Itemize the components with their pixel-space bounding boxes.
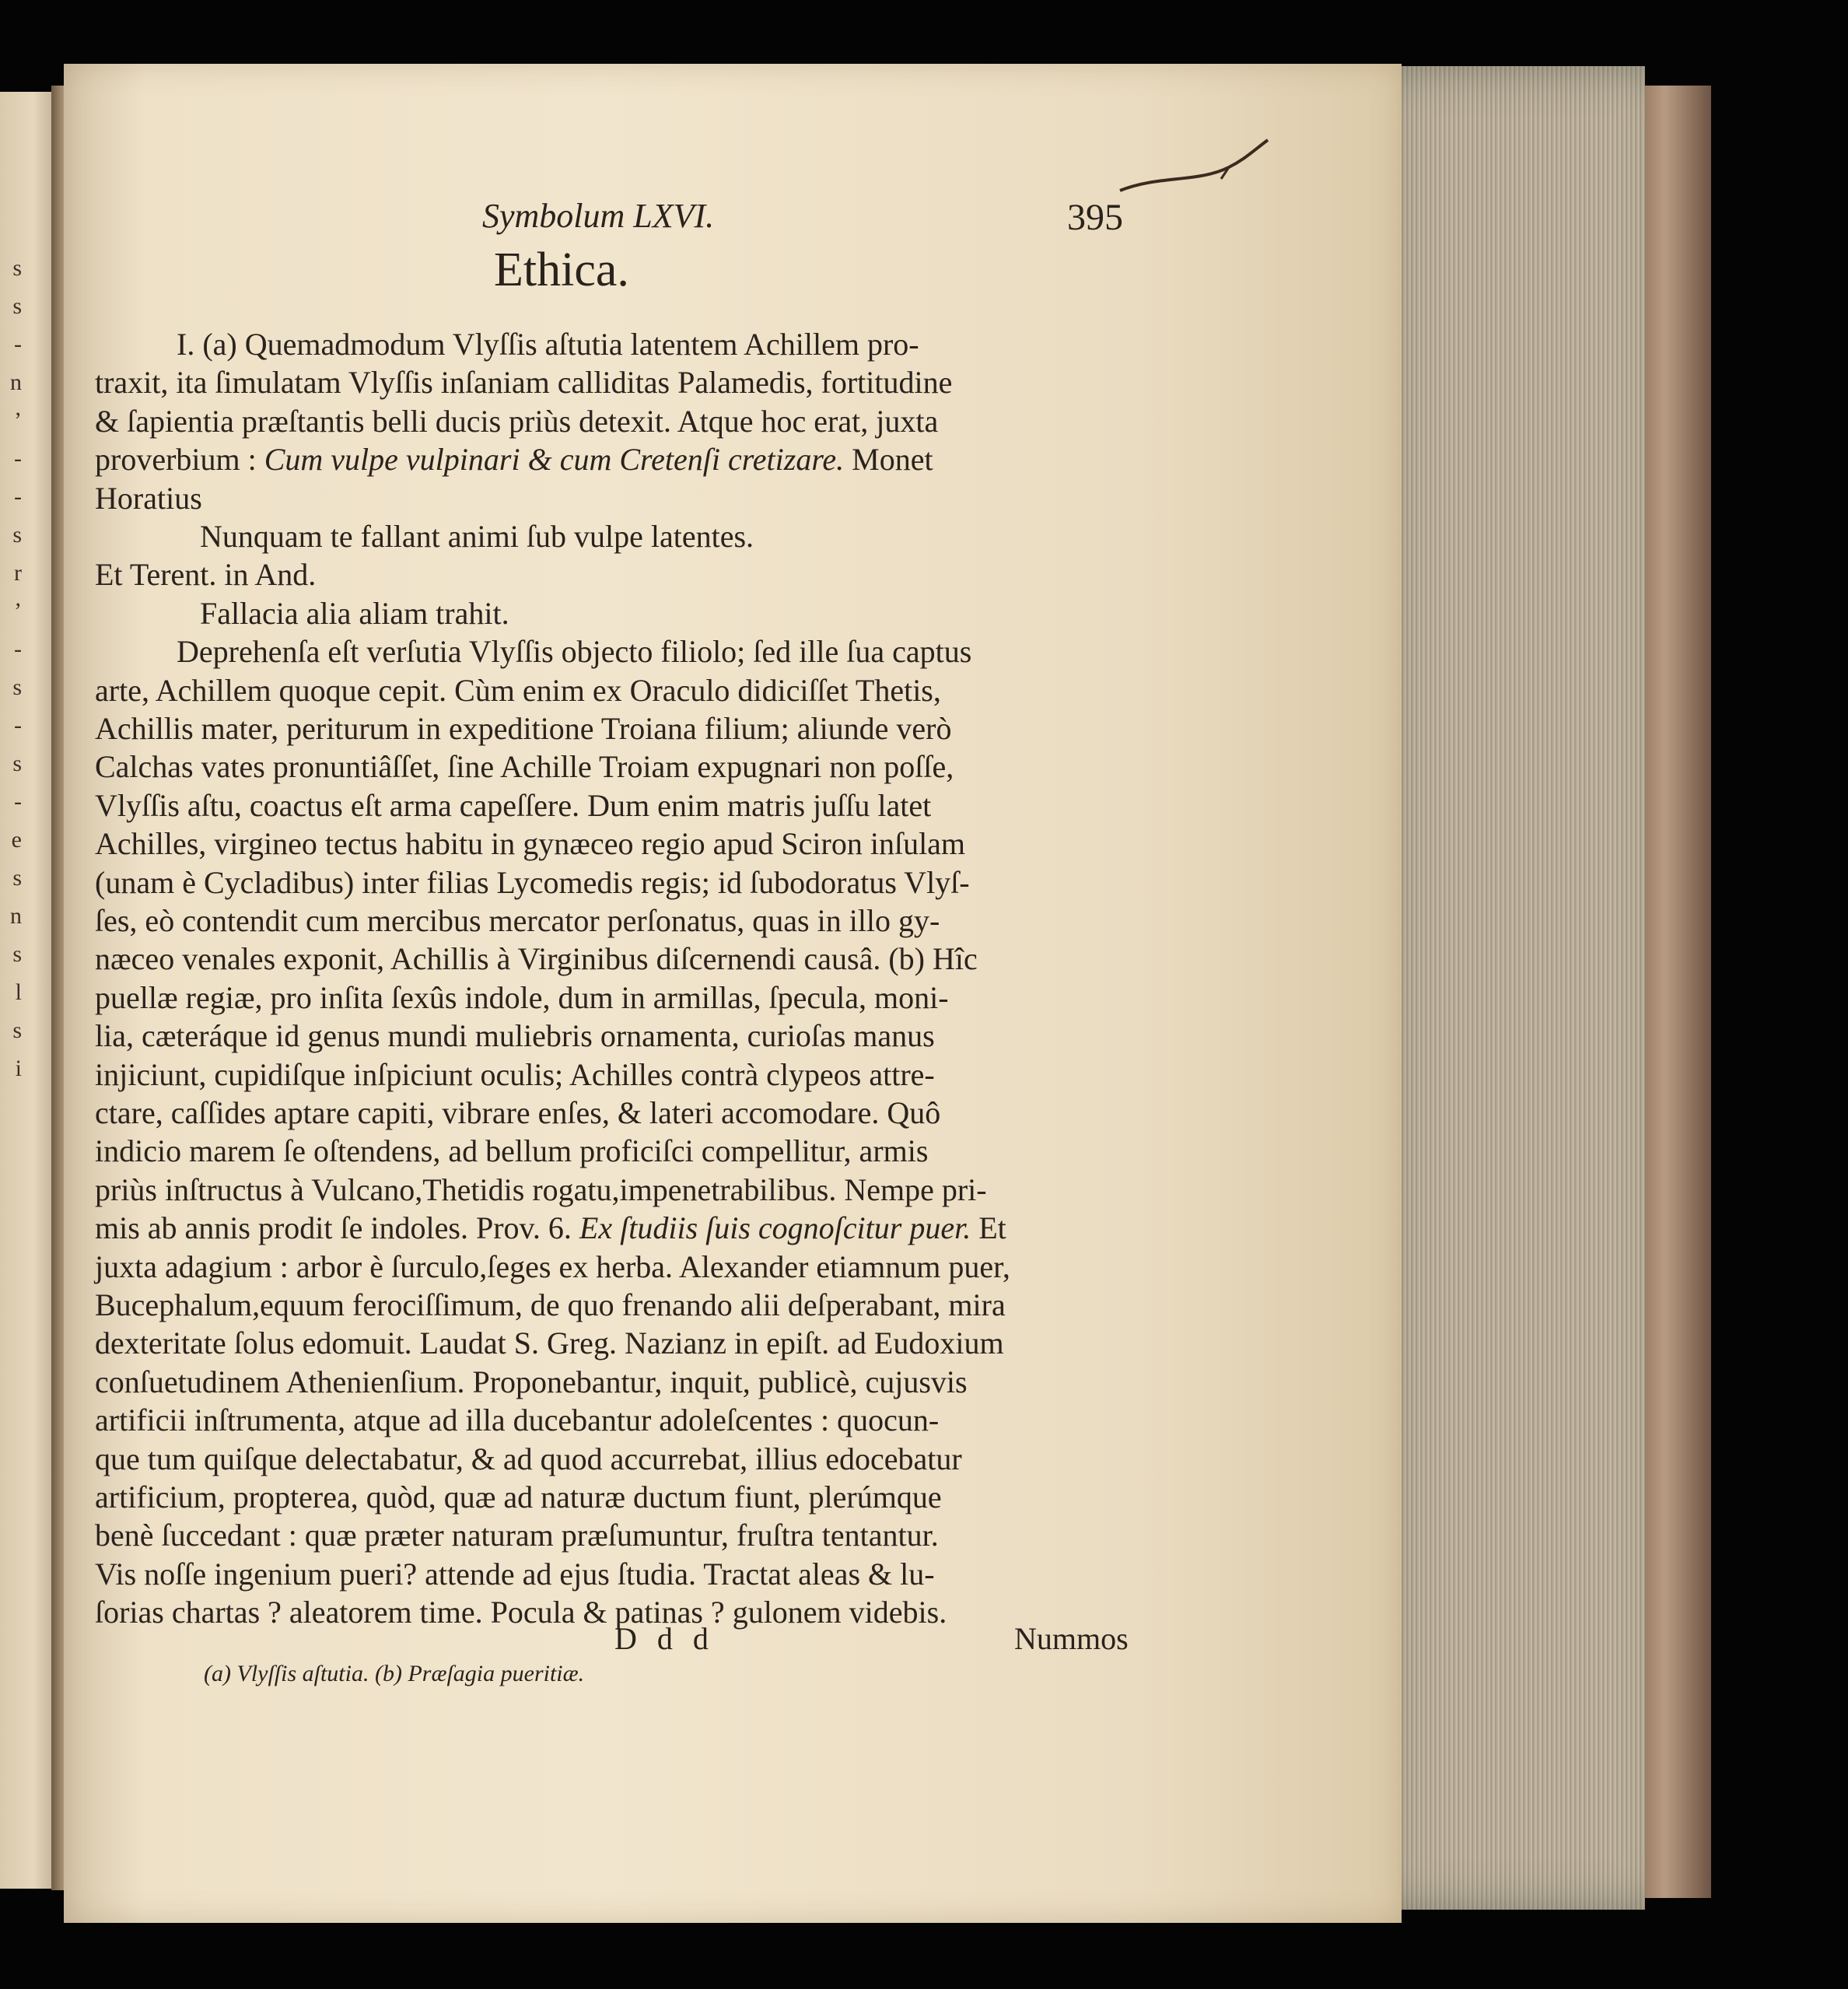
text-line: [95, 1286, 1006, 1325]
text-line-italic: Cum vulpe vulpinari & cum Cretenſi cretizare.: [264, 442, 845, 478]
left-page-fragment: i: [15, 1056, 22, 1081]
left-page-fragment: n: [10, 903, 22, 929]
text-line: [200, 517, 754, 556]
text-line-main: artificium, propterea, quòd, quæ ad naturæ ductum fiunt, plerúmque: [95, 1479, 942, 1515]
text-line: [95, 1516, 939, 1555]
text-line-main: & ſapientia præſtantis belli ducis priùs detexit. Atque hoc erat, juxta: [95, 403, 939, 439]
text-line: [200, 594, 509, 633]
section-heading: Ethica.: [494, 243, 629, 296]
text-line-main: Bucephalum,equum ferociſſimum, de quo frenando alii deſperabant, mira: [95, 1287, 1006, 1322]
text-line-main: benè ſuccedant : quæ præter naturam præſumuntur, fruſtra tentantur.: [95, 1518, 939, 1553]
text-line-main: artificii inſtrumenta, atque ad illa ducebantur adoleſcentes : quocun-: [95, 1402, 940, 1438]
left-page-fragment: s: [12, 674, 22, 700]
text-line-main: mis ab annis prodit ſe indoles. Prov. 6.: [95, 1210, 579, 1246]
signature-mark: D d d: [614, 1621, 715, 1656]
text-line: [95, 748, 954, 786]
left-page-fragment: s: [12, 255, 22, 281]
text-line-main: Calchas vates pronuntiâſſet, ſine Achille Troiam expugnari non poſſe,: [95, 749, 954, 785]
text-line: [95, 402, 938, 441]
text-line: [95, 825, 965, 863]
text-line-main: traxit, ita ſimulatam Vlyſſis inſaniam calliditas Palamedis, fortitudine: [95, 365, 953, 401]
left-page-fragment: l: [15, 979, 22, 1005]
text-line-main: Achilles, virgineo tectus habitu in gynæceo regio apud Sciron inſulam: [95, 826, 966, 862]
text-line-main: Nunquam te fallant animi ſub vulpe latentes.: [200, 519, 754, 554]
left-page-fragment: s: [12, 751, 22, 776]
text-line-tail: Et: [971, 1210, 1006, 1246]
text-line: [95, 1401, 939, 1440]
text-line: [95, 940, 978, 979]
catchword: Nummos: [1014, 1621, 1129, 1656]
left-page-fragment: -: [14, 636, 22, 662]
text-line: [95, 979, 949, 1017]
left-page-fragment: r: [14, 560, 22, 586]
text-line-tail: Monet: [844, 442, 933, 478]
left-page-fragment: s: [12, 941, 22, 967]
left-page-fragment: e: [11, 827, 22, 853]
text-line-main: Vlyſſis aſtu, coactus eſt arma capeſſere. Dum enim matris juſſu latet: [95, 787, 932, 823]
text-line-main: Et Terent. in And.: [95, 557, 317, 593]
text-line-main: puellæ regiæ, pro inſita ſexûs indole, dum in armillas, ſpecula, moni-: [95, 979, 949, 1015]
text-line-main: Deprehenſa eſt verſutia Vlyſſis objecto filiolo; ſed ille ſua captus: [177, 634, 972, 670]
text-line: [95, 1132, 928, 1171]
text-line-main: I. (a) Quemadmodum Vlyſſis aſtutia latentem Achillem pro-: [177, 327, 919, 362]
text-line: [95, 671, 941, 710]
left-page-fragment: -: [14, 789, 22, 814]
text-line-main: proverbium :: [95, 442, 264, 478]
text-line-italic: Ex ſtudiis ſuis cognoſcitur puer.: [579, 1210, 971, 1246]
text-line: [95, 709, 952, 748]
text-line-main: lia, cæteráque id genus mundi muliebris ornamenta, curioſas manus: [95, 1018, 935, 1054]
left-page-fragment: ’: [14, 408, 22, 433]
page-number: 395: [1067, 197, 1123, 238]
text-line-main: næceo venales exponit, Achillis à Virginibus diſcernendi causâ. (b) Hîc: [95, 941, 978, 977]
text-line: [95, 479, 202, 518]
text-line: [95, 363, 952, 402]
text-line-main: ſes, eò contendit cum mercibus mercator perſonatus, quas in illo gy-: [95, 903, 940, 938]
text-line-main: priùs inſtructus à Vulcano,Thetidis rogatu,impenetrabilibus. Nempe pri-: [95, 1171, 987, 1207]
left-page-fragment: s: [12, 865, 22, 891]
text-line: [177, 632, 971, 671]
text-line: [95, 1056, 935, 1094]
text-line-main: Achillis mater, periturum in expeditione Troiana filium; aliunde verò: [95, 711, 952, 746]
text-line: [95, 555, 316, 594]
text-line: [95, 786, 931, 825]
text-line-main: arte, Achillem quoque cepit. Cùm enim ex Oraculo didiciſſet Thetis,: [95, 672, 941, 708]
text-line: [95, 1555, 935, 1594]
left-page-fragment: -: [14, 446, 22, 471]
text-line: [95, 440, 933, 479]
text-line: [95, 1017, 935, 1056]
text-line-main: conſuetudinem Athenienſium. Proponebantur, inquit, publicè, cujusvis: [95, 1364, 968, 1399]
text-line-main: dexteritate ſolus edomuit. Laudat S. Greg. Nazianz in epiſt. ad Eudoxium: [95, 1325, 1004, 1361]
text-line-main: ſorias chartas ? aleatorem time. Pocula & patinas ? gulonem videbis.: [95, 1595, 947, 1630]
left-page-fragment: -: [14, 713, 22, 738]
text-line: [95, 1171, 987, 1210]
text-line-main: Horatius: [95, 480, 202, 516]
text-line-main: juxta adagium : arbor è ſurculo,ſeges ex herba. Alexander etiamnum puer,: [95, 1248, 1010, 1284]
text-line-main: injiciunt, cupidiſque inſpiciunt oculis; Achilles contrà clypeos attre-: [95, 1056, 935, 1092]
text-line: [95, 1363, 968, 1402]
left-page-fragment: s: [12, 293, 22, 319]
text-line: [177, 325, 919, 364]
text-line-main: Vis noſſe ingenium pueri? attende ad ejus ſtudia. Tractat aleas & lu-: [95, 1556, 935, 1592]
footnote: (a) Vlyſſis aſtutia. (b) Præſagia pueritiæ.: [204, 1661, 585, 1686]
text-line: [95, 1478, 942, 1517]
text-line: [95, 1440, 962, 1479]
left-page-fragment: ’: [14, 598, 22, 624]
pen-stroke: [1112, 136, 1283, 206]
text-line: [95, 902, 940, 940]
text-line-main: (unam è Cycladibus) inter filias Lycomedis regis; id ſubodoratus Vlyſ-: [95, 864, 970, 900]
text-line-main: que tum quiſque delectabatur, & ad quod accurrebat, illius edocebatur: [95, 1441, 962, 1476]
text-line: [95, 1248, 1010, 1287]
text-line-main: ctare, caſſides aptare capiti, vibrare enſes, & lateri accomodare. Quô: [95, 1095, 941, 1130]
left-page-fragment: n: [10, 369, 22, 395]
left-page-fragment: -: [14, 331, 22, 357]
text-line: [95, 1324, 1004, 1363]
text-line-main: Fallacia alia aliam trahit.: [200, 595, 509, 631]
left-page-fragment: -: [14, 484, 22, 510]
text-line: [95, 863, 970, 902]
text-line: [95, 1094, 940, 1133]
text-line: [95, 1209, 1006, 1248]
text-line: [95, 1593, 947, 1632]
book-cover-edge: [1633, 86, 1711, 1898]
text-line-main: indicio marem ſe oſtendens, ad bellum proficiſci compellitur, armis: [95, 1133, 929, 1169]
running-head: Symbolum LXVI.: [482, 197, 715, 235]
left-page-fragment: s: [12, 522, 22, 548]
left-page-fragment: s: [12, 1017, 22, 1043]
